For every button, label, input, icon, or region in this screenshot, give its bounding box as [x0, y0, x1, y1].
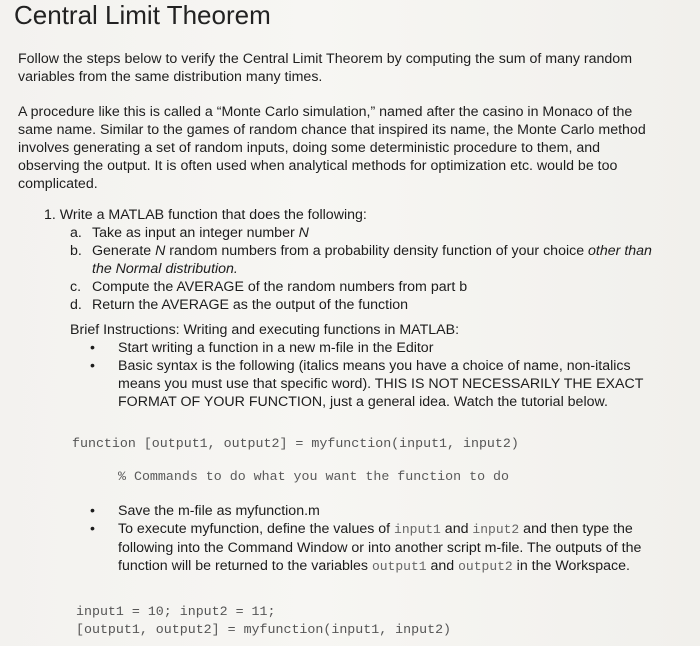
sub-label: a.	[70, 225, 82, 241]
sub-label: b.	[70, 243, 82, 259]
sub-label: d.	[70, 297, 82, 313]
inline-code: output1	[371, 559, 427, 574]
bullet-text: and	[426, 558, 459, 574]
inline-code: input1	[394, 522, 441, 537]
step-1-heading	[44, 206, 664, 224]
bullet-text: and	[440, 521, 473, 537]
sub-item-b	[70, 242, 664, 278]
sub-text: Compute the AVERAGE of the random numbers from part b	[92, 279, 468, 295]
inline-code: input2	[472, 522, 520, 537]
brief-heading: Brief Instructions: Writing and executing functions in MATLAB:	[70, 322, 460, 338]
execution-instructions	[70, 502, 650, 576]
brief-instructions	[70, 321, 650, 411]
bullet-item: • Save the m-file as myfunction.m	[118, 502, 650, 520]
code-function-signature: function [output1, output2] = myfunction(input1, input2)	[72, 436, 519, 451]
page-title: Central Limit Theorem	[14, 0, 271, 30]
sub-italic: other than the Normal distribution.	[92, 243, 652, 277]
sub-item-d	[70, 296, 664, 314]
sub-item-c	[70, 278, 664, 296]
inline-code: output2	[458, 559, 513, 574]
sub-text: Take as input an integer number	[92, 225, 299, 241]
code-call-line-2: [output1, output2] = myfunction(input1, input2)	[76, 622, 452, 637]
intro-paragraph: Follow the steps below to verify the Central Limit Theorem by computing the sum of many random variables from the same distribution many times.	[18, 51, 633, 85]
step-number: 1.	[44, 207, 56, 223]
bullet-text: To execute myfunction, define the values of	[118, 521, 395, 537]
step-1	[44, 206, 664, 314]
monte-carlo-paragraph: A procedure like this is called a “Monte Carlo simulation,” named after the casino in Monaco of the same name. Similar to the games of random chance that inspired its name, the Monte Carlo method involves generating a set of random inputs, doing some deterministic procedure to them, and observing the output. It is often used when analytical methods for optimization etc. would be too complicated.	[18, 104, 646, 192]
bullet-item	[118, 520, 650, 576]
sub-text: Generate	[92, 243, 156, 259]
sub-label: c.	[70, 279, 82, 295]
bullet-text: in the Workspace.	[512, 558, 630, 574]
step-text: Write a MATLAB function that does the following:	[59, 207, 367, 223]
bullet-item: • Start writing a function in a new m-file in the Editor	[118, 339, 650, 357]
code-comment: % Commands to do what you want the function to do	[118, 469, 509, 484]
code-call-line-1: input1 = 10; input2 = 11;	[76, 604, 276, 619]
sub-text: random numbers from a probability density function of your choice	[165, 243, 589, 259]
sub-italic: N	[298, 225, 309, 241]
sub-text: Return the AVERAGE as the output of the function	[92, 297, 408, 313]
sub-item-a	[70, 224, 664, 242]
bullet-text: and then type the following into the Command Window or into another script m-file. The outputs of the function will be returned to the variables	[118, 521, 642, 574]
sub-italic: N	[155, 243, 166, 259]
bullet-item: • Basic syntax is the following (italics means you have a choice of name, non-italics means you must use that specific word). THIS IS NOT NECESSARILY THE EXACT FORMAT OF YOUR FUNCTION, just a general idea. Watch the tutorial below.	[118, 357, 650, 411]
